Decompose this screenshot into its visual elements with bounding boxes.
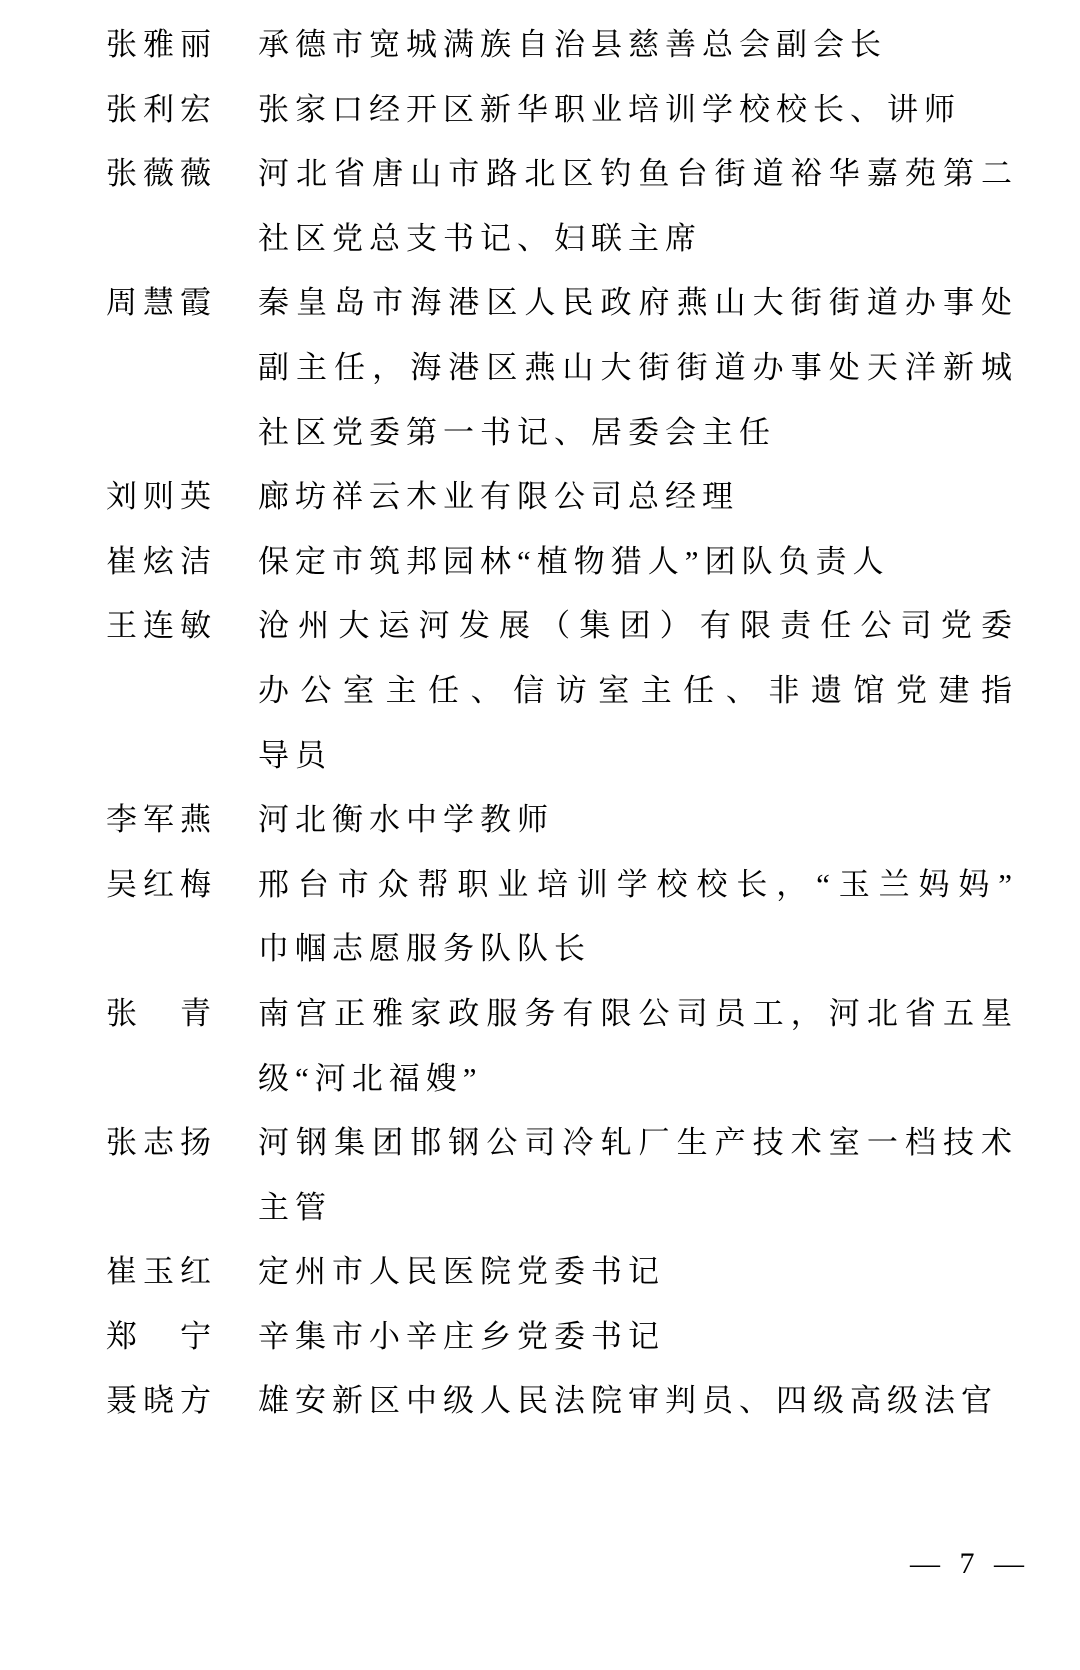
honoree-title <box>258 853 1018 982</box>
honoree-row <box>0 465 1080 530</box>
honoree-title-line: 南宫正雅家政服务有限公司员工，河北省五星 <box>258 995 1018 1031</box>
honoree-title <box>258 530 1018 595</box>
honoree-name: 刘则英 <box>106 479 213 515</box>
honoree-title-line: 社区党委第一书记、居委会主任 <box>258 414 776 450</box>
honoree-title-line: 辛集市小辛庄乡党委书记 <box>258 1318 665 1354</box>
honoree-name: 张青 <box>106 995 213 1031</box>
honoree-title <box>258 271 1018 465</box>
honoree-row <box>0 982 1080 1111</box>
honoree-title <box>258 1240 1018 1305</box>
honoree-title-line: 副主任，海港区燕山大街街道办事处天洋新城 <box>258 349 1018 385</box>
honoree-row <box>0 142 1080 271</box>
honoree-list <box>0 13 1080 1434</box>
honoree-title <box>258 78 1018 143</box>
honoree-title-line: 张家口经开区新华职业培训学校校长、讲师 <box>258 91 961 127</box>
honoree-title <box>258 1369 1018 1434</box>
honoree-title-line: 定州市人民医院党委书记 <box>258 1254 665 1290</box>
honoree-title-line: 办公室主任、信访室主任、非遗馆党建指 <box>258 672 1018 708</box>
honoree-title <box>258 788 1018 853</box>
honoree-name: 周慧霞 <box>106 285 213 321</box>
honoree-name: 吴红梅 <box>106 866 213 902</box>
honoree-title <box>258 1305 1018 1370</box>
honoree-title <box>258 1111 1018 1240</box>
honoree-title-line: 雄安新区中级人民法院审判员、四级高级法官 <box>258 1383 998 1419</box>
honoree-title-line: 巾帼志愿服务队队长 <box>258 931 591 967</box>
honoree-title-line: 社区党总支书记、妇联主席 <box>258 220 702 256</box>
honoree-name: 张薇薇 <box>106 156 213 192</box>
honoree-title <box>258 594 1018 788</box>
honoree-name: 李军燕 <box>106 802 213 838</box>
honoree-title <box>258 465 1018 530</box>
honoree-row <box>0 1369 1080 1434</box>
honoree-row <box>0 13 1080 78</box>
honoree-title-line: 承德市宽城满族自治县慈善总会副会长 <box>258 27 887 62</box>
honoree-title-line: 级“河北福嫂” <box>258 1060 483 1096</box>
honoree-row <box>0 1240 1080 1305</box>
honoree-name: 崔玉红 <box>106 1254 213 1290</box>
honoree-row <box>0 594 1080 788</box>
honoree-title-line: 河北衡水中学教师 <box>258 802 554 838</box>
honoree-name: 张利宏 <box>106 91 213 127</box>
honoree-name: 郑宁 <box>106 1318 213 1354</box>
honoree-title-line: 保定市筑邦园林“植物猎人”团队负责人 <box>258 543 890 579</box>
honoree-name: 张志扬 <box>106 1125 213 1161</box>
honoree-title-line: 河钢集团邯钢公司冷轧厂生产技术室一档技术 <box>258 1125 1018 1161</box>
honoree-row <box>0 271 1080 465</box>
honoree-title <box>258 13 1018 78</box>
honoree-title-line: 导员 <box>258 737 332 773</box>
honoree-title-line: 河北省唐山市路北区钓鱼台街道裕华嘉苑第二 <box>258 156 1018 192</box>
page-number: — 7 — <box>910 1547 1030 1581</box>
honoree-row <box>0 853 1080 982</box>
honoree-row <box>0 78 1080 143</box>
honoree-title-line: 主管 <box>258 1189 332 1225</box>
honoree-row <box>0 1111 1080 1240</box>
honoree-row <box>0 1305 1080 1370</box>
honoree-name: 崔炫洁 <box>106 543 213 579</box>
honoree-title-line: 邢台市众帮职业培训学校校长，“玉兰妈妈” <box>258 866 1018 902</box>
honoree-title-line: 秦皇岛市海港区人民政府燕山大街街道办事处 <box>258 285 1018 321</box>
honoree-row <box>0 788 1080 853</box>
honoree-name: 聂晓方 <box>106 1383 213 1419</box>
honoree-title-line: 廊坊祥云木业有限公司总经理 <box>258 479 739 515</box>
honoree-title <box>258 142 1018 271</box>
honoree-title-line: 沧州大运河发展（集团）有限责任公司党委 <box>258 608 1018 644</box>
honoree-name: 王连敏 <box>106 608 213 644</box>
honoree-name: 张雅丽 <box>106 27 213 62</box>
honoree-title <box>258 982 1018 1111</box>
honoree-row <box>0 530 1080 595</box>
